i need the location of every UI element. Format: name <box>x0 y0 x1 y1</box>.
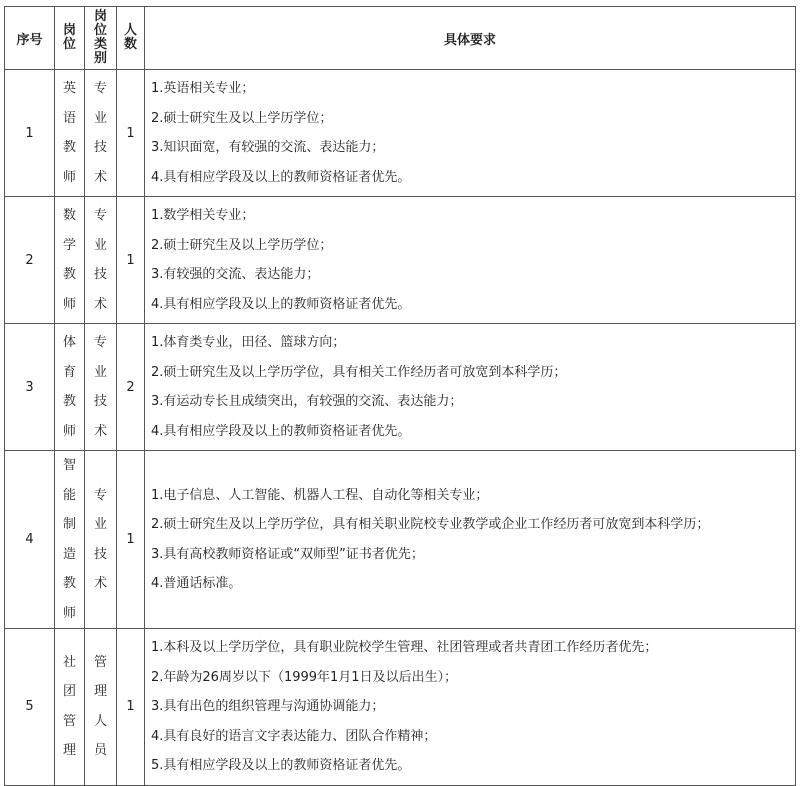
cell-seq: 5 <box>5 629 55 786</box>
table-row <box>5 70 796 197</box>
job-requirements-table <box>4 6 796 786</box>
cell-post: 社 团 管 理 <box>55 629 85 786</box>
cell-post: 数 学 教 师 <box>55 197 85 324</box>
table-row <box>5 629 796 786</box>
cell-category: 专 业 技 术 <box>85 451 117 629</box>
cell-requirements <box>145 70 796 197</box>
cell-count: 1 <box>117 451 145 629</box>
requirement-line: 1.本科及以上学历学位，具有职业院校学生管理、社团管理或者共青团工作经历者优先； <box>151 640 658 655</box>
table-row <box>5 451 796 629</box>
cell-seq: 4 <box>5 451 55 629</box>
cell-seq: 2 <box>5 197 55 324</box>
header-row <box>5 7 796 70</box>
cell-seq: 1 <box>5 70 55 197</box>
cell-count: 1 <box>117 629 145 786</box>
cell-count: 1 <box>117 197 145 324</box>
header-category: 岗 位 类 别 <box>85 7 117 70</box>
cell-post: 英 语 教 师 <box>55 70 85 197</box>
header-requirements: 具体要求 <box>145 7 796 70</box>
requirement-line: 3.知识面宽，有较强的交流、表达能力； <box>151 140 385 155</box>
requirement-line: 4.具有良好的语言文字表达能力、团队合作精神； <box>151 728 437 744</box>
requirement-line: 2.硕士研究生及以上学历学位，具有相关工作经历者可放宽到本科学历； <box>151 364 567 380</box>
cell-category: 专 业 技 术 <box>85 324 117 451</box>
header-seq: 序号 <box>5 7 55 70</box>
requirement-line: 4.普通话标准。 <box>151 576 242 591</box>
requirement-line: 2.硕士研究生及以上学历学位； <box>151 110 333 126</box>
requirement-line: 1.体育类专业，田径、篮球方向； <box>151 335 346 350</box>
requirement-line: 2.硕士研究生及以上学历学位； <box>151 237 333 253</box>
requirement-line: 4.具有相应学段及以上的教师资格证者优先。 <box>151 296 411 312</box>
header-count: 人 数 <box>117 7 145 70</box>
cell-requirements <box>145 197 796 324</box>
cell-requirements <box>145 451 796 629</box>
requirement-line: 2.年龄为26周岁以下（1999年1月1日及以后出生）； <box>151 669 458 685</box>
requirement-line: 3.具有高校教师资格证或“双师型”证书者优先； <box>151 546 424 562</box>
requirement-line: 3.具有出色的组织管理与沟通协调能力； <box>151 699 385 714</box>
cell-count: 1 <box>117 70 145 197</box>
cell-category: 管 理 人 员 <box>85 629 117 786</box>
requirement-line: 3.有较强的交流、表达能力； <box>151 267 320 282</box>
cell-requirements <box>145 629 796 786</box>
table-row <box>5 324 796 451</box>
requirement-line: 4.具有相应学段及以上的教师资格证者优先。 <box>151 169 411 185</box>
requirement-line: 1.英语相关专业； <box>151 81 255 96</box>
cell-seq: 3 <box>5 324 55 451</box>
requirement-line: 5.具有相应学段及以上的教师资格证者优先。 <box>151 758 411 773</box>
requirement-line: 1.电子信息、人工智能、机器人工程、自动化等相关专业； <box>151 487 489 503</box>
requirement-line: 2.硕士研究生及以上学历学位，具有相关职业院校专业教学或企业工作经历者可放宽到本科学历； <box>151 517 710 532</box>
cell-category: 专 业 技 术 <box>85 197 117 324</box>
cell-post: 体 育 教 师 <box>55 324 85 451</box>
table-row <box>5 197 796 324</box>
requirement-line: 3.有运动专长且成绩突出，有较强的交流、表达能力； <box>151 394 463 409</box>
cell-count: 2 <box>117 324 145 451</box>
requirement-line: 4.具有相应学段及以上的教师资格证者优先。 <box>151 423 411 439</box>
header-post: 岗 位 <box>55 7 85 70</box>
cell-category: 专 业 技 术 <box>85 70 117 197</box>
cell-post: 智 能 制 造 教 师 <box>55 451 85 629</box>
requirement-line: 1.数学相关专业； <box>151 208 255 223</box>
cell-requirements <box>145 324 796 451</box>
